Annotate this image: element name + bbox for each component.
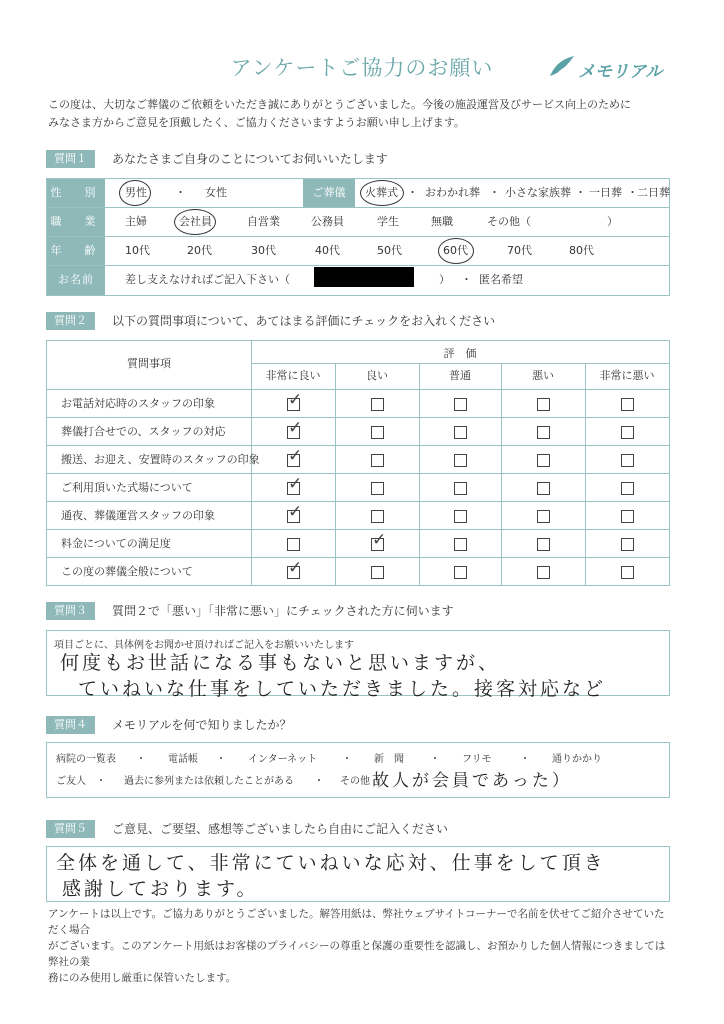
check-mark-icon: ✓	[288, 474, 303, 494]
rating-row	[47, 417, 669, 446]
source-option[interactable]: その他（	[340, 776, 380, 787]
rating-row	[47, 557, 669, 586]
funeral-two-day[interactable]: 二日葬	[637, 186, 670, 199]
rating-row-label: お電話対応時のスタッフの印象	[61, 397, 215, 410]
age-40s[interactable]: 40代	[315, 244, 340, 257]
source-option[interactable]: 病院の一覧表	[56, 754, 116, 765]
scale-good: 良い	[366, 369, 388, 382]
q3-answer-line-1: 何度もお世話になる事もないと思いますが、	[60, 652, 501, 674]
q3-label: 質問３	[46, 602, 95, 620]
funeral-family[interactable]: 小さな家族葬	[505, 186, 571, 199]
q5-text: ご意見、ご要望、感想等ございましたら自由にご記入ください	[112, 822, 449, 836]
age-30s[interactable]: 30代	[251, 244, 276, 257]
gender-label: 性 別	[47, 179, 105, 207]
job-employee[interactable]: 会社員	[179, 215, 212, 228]
gender-female[interactable]: 女性	[205, 186, 227, 199]
rating-checkbox[interactable]	[454, 398, 467, 411]
rating-checkbox[interactable]	[454, 426, 467, 439]
age-20s[interactable]: 20代	[187, 244, 212, 257]
rating-checkbox[interactable]	[537, 538, 550, 551]
job-label: 職 業	[47, 208, 105, 236]
selection-circle	[119, 180, 151, 206]
age-10s[interactable]: 10代	[125, 244, 150, 257]
funeral-farewell[interactable]: おわかれ葬	[425, 186, 480, 199]
option-separator: ・	[216, 754, 226, 765]
rating-checkbox[interactable]	[371, 566, 384, 579]
rating-checkbox[interactable]	[621, 510, 634, 523]
rating-checkbox[interactable]	[621, 426, 634, 439]
source-option[interactable]: 通りかかり	[552, 754, 602, 765]
footer-line-1: アンケートは以上です。ご協力ありがとうございました。解答用紙は、弊社ウェブサイトコーナーで名前を伏せてご紹介させていただく場合	[48, 908, 665, 936]
q5-label: 質問５	[46, 820, 95, 838]
rating-row-label: この度の葬儀全般について	[61, 565, 193, 578]
option-separator: ・	[342, 754, 352, 765]
funeral-one-day[interactable]: 一日葬	[589, 186, 622, 199]
selection-circle	[360, 180, 404, 206]
rating-checkbox[interactable]	[537, 398, 550, 411]
logo-text: メモリアル	[578, 62, 663, 82]
name-dot: ・	[461, 273, 472, 286]
rating-row-label: 料金についての満足度	[61, 537, 171, 550]
footer-note	[48, 906, 674, 986]
rating-checkbox[interactable]	[371, 398, 384, 411]
rating-row-label: 通夜、葬儀運営スタッフの印象	[61, 509, 215, 522]
rating-checkbox[interactable]	[621, 482, 634, 495]
age-50s[interactable]: 50代	[377, 244, 402, 257]
rating-checkbox[interactable]	[371, 510, 384, 523]
job-other[interactable]: その他（	[487, 215, 531, 228]
age-label: 年 齢	[47, 237, 105, 265]
q4-label: 質問４	[46, 716, 95, 734]
check-mark-icon: ✓	[288, 418, 303, 438]
job-unemployed[interactable]: 無職	[431, 215, 453, 228]
leaf-icon	[548, 54, 576, 80]
memorial-logo	[548, 54, 668, 84]
name-label: お名前	[47, 266, 105, 295]
q1-row-age	[47, 237, 669, 266]
rating-row-label: ご利用頂いた式場について	[61, 481, 193, 494]
q2-text: 以下の質問事項について、あてはまる評価にチェックをお入れください	[112, 314, 496, 328]
option-separator: ・	[96, 776, 106, 787]
col-rating-header: 評 価	[443, 347, 477, 360]
rating-checkbox[interactable]	[537, 426, 550, 439]
q2-label: 質問２	[46, 312, 95, 330]
selection-circle	[174, 209, 216, 235]
rating-checkbox[interactable]	[287, 538, 300, 551]
rating-checkbox[interactable]	[537, 454, 550, 467]
name-prompt: 差し支えなければご記入下さい（	[125, 273, 290, 286]
rating-row	[47, 501, 669, 530]
q1-row-job	[47, 208, 669, 237]
intro-text	[48, 96, 688, 132]
q1-text: あなたさまご自身のことについてお伺いいたします	[112, 152, 388, 166]
rating-row	[47, 445, 669, 474]
rating-row-label: 搬送、お迎え、安置時のスタッフの印象	[61, 453, 260, 466]
rating-checkbox[interactable]	[454, 566, 467, 579]
rating-row	[47, 389, 669, 418]
rating-checkbox[interactable]	[371, 482, 384, 495]
source-option[interactable]: ご友人	[56, 776, 86, 787]
rating-checkbox[interactable]	[454, 482, 467, 495]
rating-checkbox[interactable]	[537, 566, 550, 579]
option-separator: ・	[520, 754, 530, 765]
source-option[interactable]: フリモ	[462, 754, 492, 765]
source-option[interactable]: 過去に参列または依頼したことがある	[124, 776, 294, 787]
selection-circle	[438, 238, 474, 264]
age-60s[interactable]: 60代	[443, 244, 468, 257]
q5-answer-line-2: 感謝しております。	[62, 878, 259, 900]
funeral-cremation[interactable]: 火葬式	[365, 186, 398, 199]
q4-answer: 故人が会員であった）	[372, 771, 572, 791]
check-mark-icon: ✓	[372, 530, 387, 550]
source-option[interactable]: 新 聞	[374, 754, 404, 765]
funeral-label: ご葬儀	[303, 179, 355, 207]
option-separator: ・	[136, 754, 146, 765]
footer-line-3: 務にのみ使用し厳重に保管いたします。	[48, 972, 237, 984]
funeral-sep-4: ・	[627, 186, 638, 199]
age-70s[interactable]: 70代	[507, 244, 532, 257]
scale-bad: 悪い	[532, 369, 554, 382]
gender-male[interactable]: 男性	[125, 186, 147, 199]
check-mark-icon: ✓	[288, 390, 303, 410]
job-housewife[interactable]: 主婦	[125, 215, 147, 228]
funeral-sep-3: ・	[575, 186, 586, 199]
rating-checkbox[interactable]	[371, 426, 384, 439]
funeral-sep-2: ・	[489, 186, 500, 199]
page-title: アンケートご協力のお願い	[230, 56, 494, 80]
rating-table	[46, 340, 670, 586]
q3-prompt: 項目ごとに、具体例をお聞かせ頂ければご記入をお願いいたします	[54, 640, 354, 651]
job-other-close: ）	[607, 215, 618, 228]
q1-label: 質問１	[46, 150, 95, 168]
rating-row	[47, 473, 669, 502]
age-80s[interactable]: 80代	[569, 244, 594, 257]
job-student[interactable]: 学生	[377, 215, 399, 228]
check-mark-icon: ✓	[288, 558, 303, 578]
redacted-name	[314, 267, 414, 287]
rating-checkbox[interactable]	[621, 398, 634, 411]
rating-checkbox[interactable]	[371, 454, 384, 467]
rating-checkbox[interactable]	[621, 454, 634, 467]
rating-checkbox[interactable]	[621, 538, 634, 551]
footer-line-2: がございます。このアンケート用紙はお客様のプライバシーの尊重と保護の重要性を認識し、お預かりした個人情報につきましては弊社の業	[48, 940, 666, 968]
rating-checkbox[interactable]	[454, 454, 467, 467]
intro-line-2: みなさま方からご意見を頂戴したく、ご協力くださいますようお願い申し上げます。	[48, 116, 465, 129]
source-option[interactable]: インターネット	[248, 754, 318, 765]
check-mark-icon: ✓	[288, 502, 303, 522]
rating-checkbox[interactable]	[621, 566, 634, 579]
rating-row-label: 葬儀打合せでの、スタッフの対応	[61, 425, 226, 438]
check-mark-icon: ✓	[288, 446, 303, 466]
q3-answer-line-2: ていねいな仕事をしていただきました。接客対応など	[78, 678, 607, 700]
rating-row	[47, 529, 669, 558]
source-option[interactable]: 電話帳	[168, 754, 198, 765]
option-separator: ・	[430, 754, 440, 765]
rating-checkbox[interactable]	[454, 538, 467, 551]
gender-sep: ・	[175, 186, 186, 199]
scale-very-good: 非常に良い	[265, 369, 321, 382]
scale-very-bad: 非常に悪い	[599, 369, 655, 382]
scale-normal: 普通	[449, 369, 471, 382]
job-self-employed[interactable]: 自営業	[247, 215, 280, 228]
option-separator: ・	[314, 776, 324, 787]
rating-checkbox[interactable]	[454, 510, 467, 523]
job-public-servant[interactable]: 公務員	[311, 215, 344, 228]
col-item-header: 質問事項	[127, 357, 171, 370]
q4-text: メモリアルを何で知りましたか？	[112, 718, 292, 732]
anonymous-option[interactable]: 匿名希望	[479, 273, 523, 286]
q5-answer-line-1: 全体を通して、非常にていねいな応対、仕事をして頂き	[56, 852, 606, 874]
rating-checkbox[interactable]	[537, 482, 550, 495]
name-close: ）	[439, 273, 450, 286]
q3-text: 質問２で「悪い」「非常に悪い」にチェックされた方に伺います	[112, 604, 454, 618]
rating-checkbox[interactable]	[537, 510, 550, 523]
funeral-sep-1: ・	[407, 186, 418, 199]
intro-line-1: この度は、大切なご葬儀のご依頼をいただき誠にありがとうございました。今後の施設運営及びサービス向上のために	[48, 98, 631, 111]
